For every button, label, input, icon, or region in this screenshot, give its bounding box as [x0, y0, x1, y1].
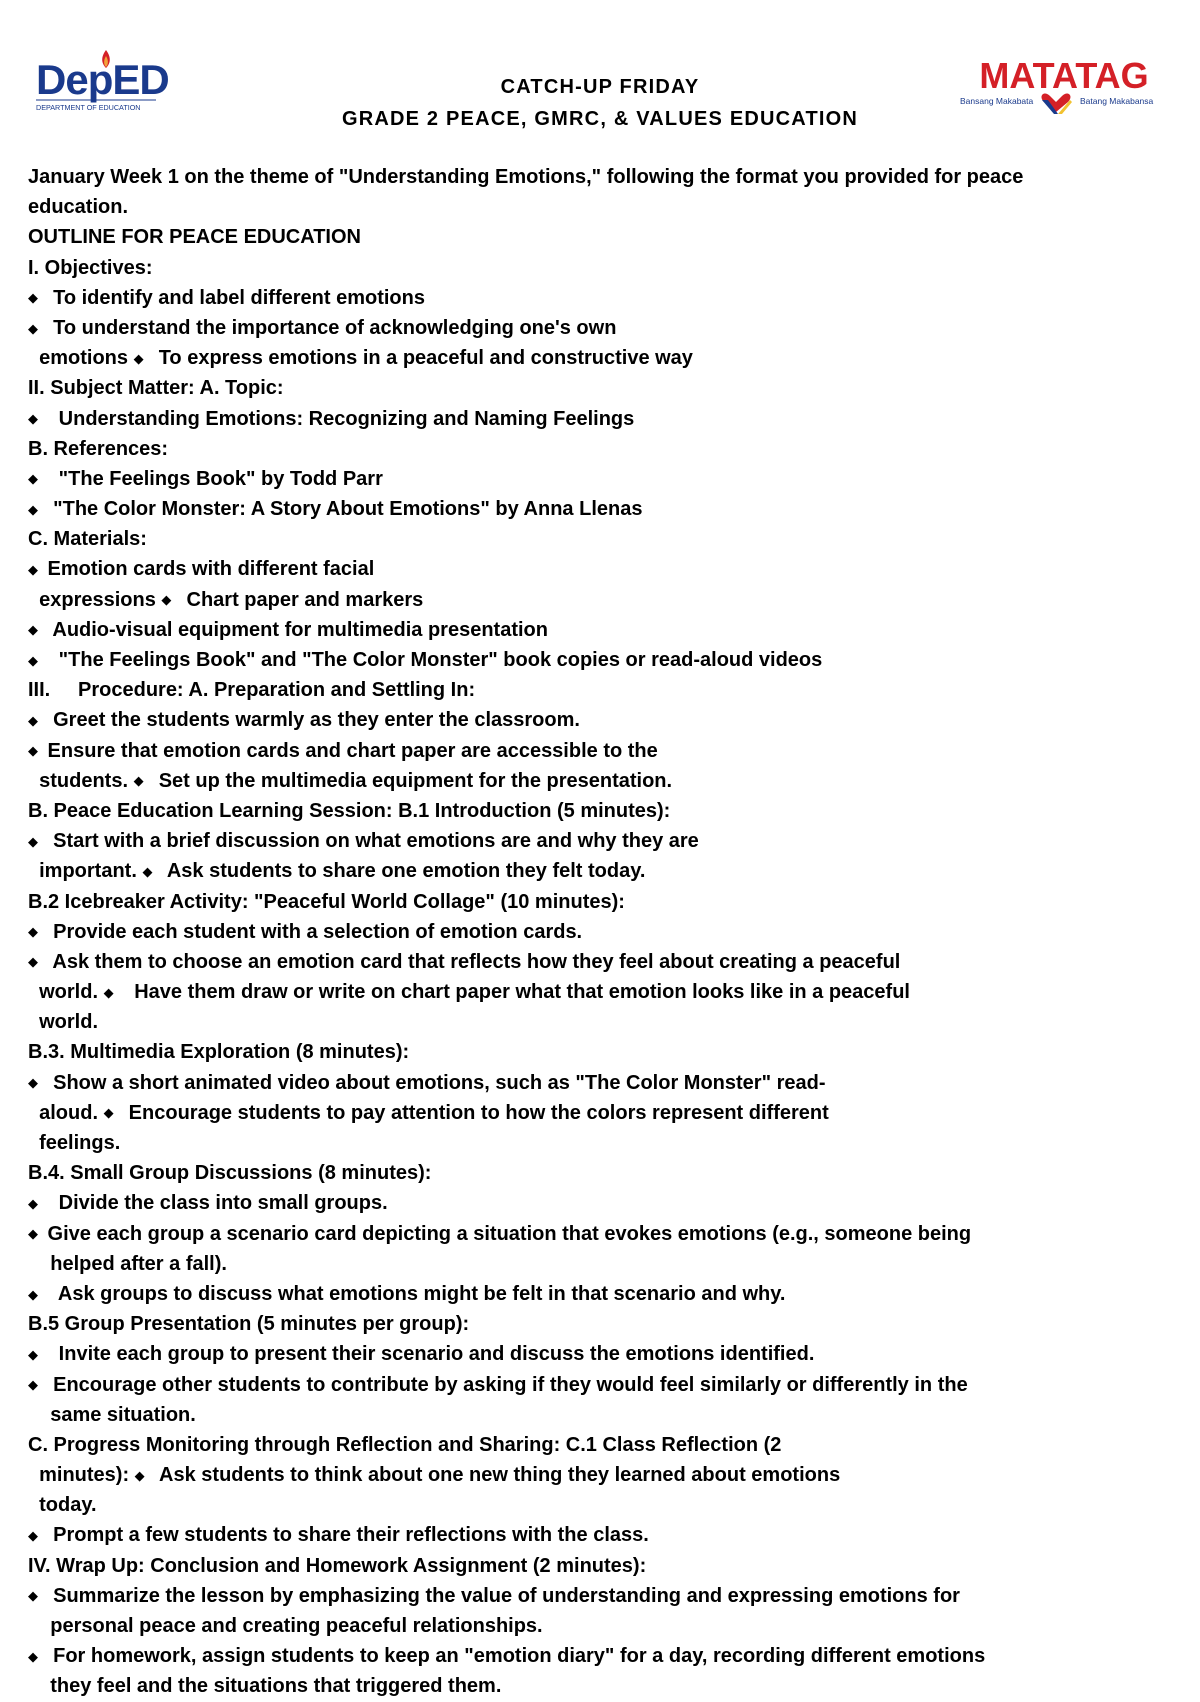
outline-line: C. Progress Monitoring through Reflection and Sharing: C.1 Class Reflection (2: [28, 1433, 782, 1456]
bullet-icon: ◆: [28, 1588, 38, 1604]
bullet-icon: ◆: [133, 350, 144, 366]
outline-line: today.: [28, 1494, 97, 1517]
outline-line: ◆ To identify and label different emotions: [28, 283, 1178, 313]
bullet-icon: ◆: [28, 471, 38, 487]
deped-logo-subtitle: DEPARTMENT OF EDUCATION: [36, 103, 141, 112]
outline-line: ◆ Prompt a few students to share their reflections with the class.: [28, 1520, 1178, 1550]
outline-line: ◆ "The Color Monster: A Story About Emotions" by Anna Llenas: [28, 494, 1178, 524]
matatag-logo: [958, 56, 1170, 130]
outline-line: ◆ Encourage other students to contribute by asking if they would feel similarly or differently in the: [28, 1370, 1178, 1400]
bullet-icon: ◆: [28, 1346, 38, 1362]
bullet-icon: ◆: [103, 1105, 114, 1121]
outline-line: II. Subject Matter: A. Topic:: [28, 377, 284, 400]
outline-line: world.: [28, 1011, 98, 1034]
outline-line: education.: [28, 196, 129, 219]
outline-line: students. ◆ Set up the multimedia equipment for the presentation.: [28, 766, 1178, 796]
outline-line: aloud. ◆ Encourage students to pay attention to how the colors represent different: [28, 1098, 1178, 1128]
bullet-icon: ◆: [28, 411, 38, 427]
outline-line: helped after a fall).: [28, 1252, 227, 1275]
bullet-icon: ◆: [28, 290, 38, 306]
outline-line: ◆ Ensure that emotion cards and chart paper are accessible to the: [28, 736, 1178, 766]
outline-line: ◆ Emotion cards with different facial: [28, 554, 1178, 584]
outline-line: ◆ "The Feelings Book" by Todd Parr: [28, 464, 1178, 494]
outline-line: ◆ Summarize the lesson by emphasizing the value of understanding and expressing emotions for: [28, 1581, 1178, 1611]
outline-line: B. Peace Education Learning Session: B.1 Introduction (5 minutes):: [28, 799, 671, 822]
bullet-icon: ◆: [28, 1648, 38, 1664]
outline-line: C. Materials:: [28, 528, 147, 551]
bullet-icon: ◆: [28, 712, 38, 728]
bullet-icon: ◆: [28, 1075, 38, 1091]
outline-line: B.3. Multimedia Exploration (8 minutes):: [28, 1041, 410, 1064]
outline-line: ◆ "The Feelings Book" and "The Color Monster" book copies or read-aloud videos: [28, 645, 1178, 675]
bullet-icon: ◆: [28, 1195, 38, 1211]
matatag-tagline-right: Batang Makabansa: [1080, 96, 1154, 106]
outline-line: ◆ Give each group a scenario card depicting a situation that evokes emotions (e.g., someone being: [28, 1219, 1178, 1249]
bullet-icon: ◆: [28, 743, 38, 759]
bullet-icon: ◆: [28, 1528, 38, 1544]
bullet-icon: ◆: [28, 562, 38, 578]
outline-line: B. References:: [28, 437, 169, 460]
outline-line: B.2 Icebreaker Activity: "Peaceful World Collage" (10 minutes):: [28, 890, 625, 913]
outline-line: same situation.: [28, 1403, 196, 1426]
deped-logo-name: DepED: [36, 56, 169, 103]
bullet-icon: ◆: [28, 924, 38, 940]
outline-line: they feel and the situations that triggered them.: [28, 1675, 502, 1698]
bullet-icon: ◆: [28, 954, 38, 970]
bullet-icon: ◆: [133, 773, 144, 789]
matatag-logo-name: MATATAG: [979, 56, 1149, 96]
outline-line: important. ◆ Ask students to share one emotion they felt today.: [28, 856, 1178, 886]
outline-line: ◆ Divide the class into small groups.: [28, 1188, 1178, 1218]
bullet-icon: ◆: [28, 833, 38, 849]
outline-line: expressions ◆ Chart paper and markers: [28, 585, 1178, 615]
outline-line: ◆ Invite each group to present their scenario and discuss the emotions identified.: [28, 1339, 1178, 1369]
outline-line: world. ◆ Have them draw or write on chart paper what that emotion looks like in a peaceful: [28, 977, 1178, 1007]
bullet-icon: ◆: [28, 1226, 38, 1242]
bullet-icon: ◆: [28, 320, 38, 336]
hands-heart-icon: [1042, 94, 1072, 114]
outline-line: ◆ Audio-visual equipment for multimedia presentation: [28, 615, 1178, 645]
outline-line: I. Objectives:: [28, 256, 153, 279]
outline-line: ◆ Show a short animated video about emotions, such as "The Color Monster" read-: [28, 1068, 1178, 1098]
outline-line: B.4. Small Group Discussions (8 minutes):: [28, 1162, 432, 1185]
bullet-icon: ◆: [28, 652, 38, 668]
outline-line: ◆ Greet the students warmly as they enter the classroom.: [28, 705, 1178, 735]
page-header: [0, 0, 1200, 150]
outline-line: personal peace and creating peaceful relationships.: [28, 1615, 543, 1637]
matatag-tagline-left: Bansang Makabata: [960, 96, 1034, 106]
bullet-icon: ◆: [28, 1377, 38, 1393]
outline-line: ◆ Ask them to choose an emotion card that reflects how they feel about creating a peaceful: [28, 947, 1178, 977]
bullet-icon: ◆: [28, 501, 38, 517]
outline-line: ◆ For homework, assign students to keep an "emotion diary" for a day, recording different emotions: [28, 1641, 1178, 1671]
outline-line: feelings.: [28, 1132, 121, 1154]
lesson-outline: [28, 162, 1178, 1702]
bullet-icon: ◆: [134, 1467, 145, 1483]
page-title-line1: CATCH-UP FRIDAY: [500, 76, 700, 98]
bullet-icon: ◆: [103, 984, 114, 1000]
bullet-icon: ◆: [28, 622, 38, 638]
outline-line: ◆ Start with a brief discussion on what emotions are and why they are: [28, 826, 1178, 856]
bullet-icon: ◆: [161, 592, 172, 608]
outline-line: ◆ Ask groups to discuss what emotions might be felt in that scenario and why.: [28, 1279, 1178, 1309]
outline-line: ◆ Understanding Emotions: Recognizing and Naming Feelings: [28, 404, 1178, 434]
outline-line: ◆ Provide each student with a selection of emotion cards.: [28, 917, 1178, 947]
bullet-icon: ◆: [28, 1286, 38, 1302]
outline-line: B.5 Group Presentation (5 minutes per group):: [28, 1313, 470, 1336]
outline-line: ◆ To understand the importance of acknowledging one's own: [28, 313, 1178, 343]
outline-line: III. Procedure: A. Preparation and Settling In:: [28, 679, 476, 702]
outline-line: OUTLINE FOR PEACE EDUCATION: [28, 226, 361, 249]
bullet-icon: ◆: [142, 863, 153, 879]
page-title-line2: GRADE 2 PEACE, GMRC, & VALUES EDUCATION: [341, 108, 859, 130]
outline-line: emotions ◆ To express emotions in a peaceful and constructive way: [28, 343, 1178, 373]
outline-line: IV. Wrap Up: Conclusion and Homework Assignment (2 minutes):: [28, 1554, 647, 1577]
outline-line: January Week 1 on the theme of "Understanding Emotions," following the format you provided for peace: [28, 166, 1024, 188]
outline-line: minutes): ◆ Ask students to think about one new thing they learned about emotions: [28, 1460, 1178, 1490]
